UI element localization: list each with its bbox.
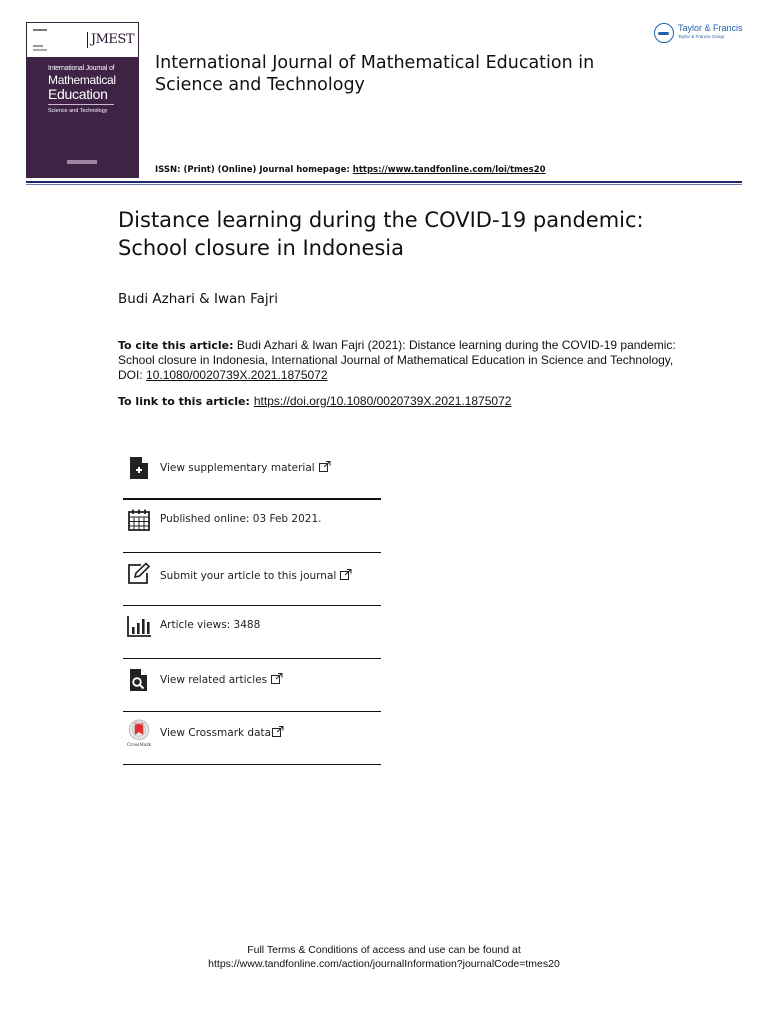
cover-abbreviation: JMEST [87,32,134,48]
journal-title: International Journal of Mathematical Education in Science and Technology [155,53,595,95]
external-link-icon [271,673,283,684]
footer [0,943,768,971]
view-related-row[interactable] [123,662,381,702]
external-link-icon [340,569,352,580]
edit-icon [127,562,151,586]
journal-cover-image [26,22,139,178]
publisher-logo[interactable] [654,22,746,46]
header-divider [26,181,742,183]
external-link-icon [272,726,284,737]
published-row [123,502,381,542]
issn-text: ISSN: (Print) (Online) Journal homepage: [155,165,353,175]
article-link-line [118,394,678,408]
issn-line [155,165,546,175]
view-supplementary-row[interactable] [123,450,381,490]
article-title: Distance learning during the COVID-19 pandemic: School closure in Indonesia [118,208,644,260]
article-authors: Budi Azhari & Iwan Fajri [118,291,278,307]
external-link-icon [319,461,331,472]
view-crossmark-row[interactable] [123,715,381,755]
cover-publisher-logo [67,160,97,164]
submit-article-row[interactable] [123,556,381,596]
citation-block [118,338,678,383]
publisher-logo-icon [654,23,674,43]
article-doi-url-link[interactable]: https://doi.org/10.1080/0020739X.2021.1875072 [253,394,512,408]
cover-line: Mathematical [48,73,116,87]
cover-line: Science and Technology [48,108,108,114]
related-label: View related articles [160,674,268,686]
published-date: Published online: 03 Feb 2021. [160,513,322,525]
calendar-icon [127,508,151,532]
info-divider [123,658,381,659]
cover-line: International Journal of [48,65,115,72]
info-divider [123,764,381,765]
footer-terms-text: Full Terms & Conditions of access and use can be found at [247,944,521,956]
citation-label: To cite this article: [118,339,234,352]
info-divider [123,552,381,553]
citation-text: Budi Azhari & Iwan Fajri (2021): Distance learning during the COVID-19 pandemic: School closure in Indonesia, International Journal of Mathematical Education in Science and Technology, DOI: [118,338,676,382]
info-divider [123,605,381,606]
publisher-name: Taylor & Francis [678,23,743,33]
crossmark-label: View Crossmark data [160,727,272,739]
cover-line: Education [48,86,108,102]
views-count: Article views: 3488 [160,619,261,631]
article-views-row [123,608,381,648]
info-divider [123,711,381,712]
link-label: To link to this article: [118,395,250,408]
crossmark-logo-text: CrossMark [127,742,151,747]
submit-label: Submit your article to this journal [160,570,337,582]
supplementary-label: View supplementary material [160,462,315,474]
doi-link[interactable]: 10.1080/0020739X.2021.1875072 [146,368,328,382]
publisher-group: Taylor & Francis Group [678,34,725,39]
info-divider [123,498,381,500]
footer-terms-link[interactable]: https://www.tandfonline.com/action/journalInformation?journalCode=tmes20 [208,958,560,970]
file-plus-icon [127,456,151,480]
bar-chart-icon [127,614,151,638]
crossmark-icon [126,719,152,747]
document-search-icon [127,668,151,692]
header-divider-thin [26,184,742,185]
journal-homepage-link[interactable]: https://www.tandfonline.com/loi/tmes20 [352,165,546,175]
